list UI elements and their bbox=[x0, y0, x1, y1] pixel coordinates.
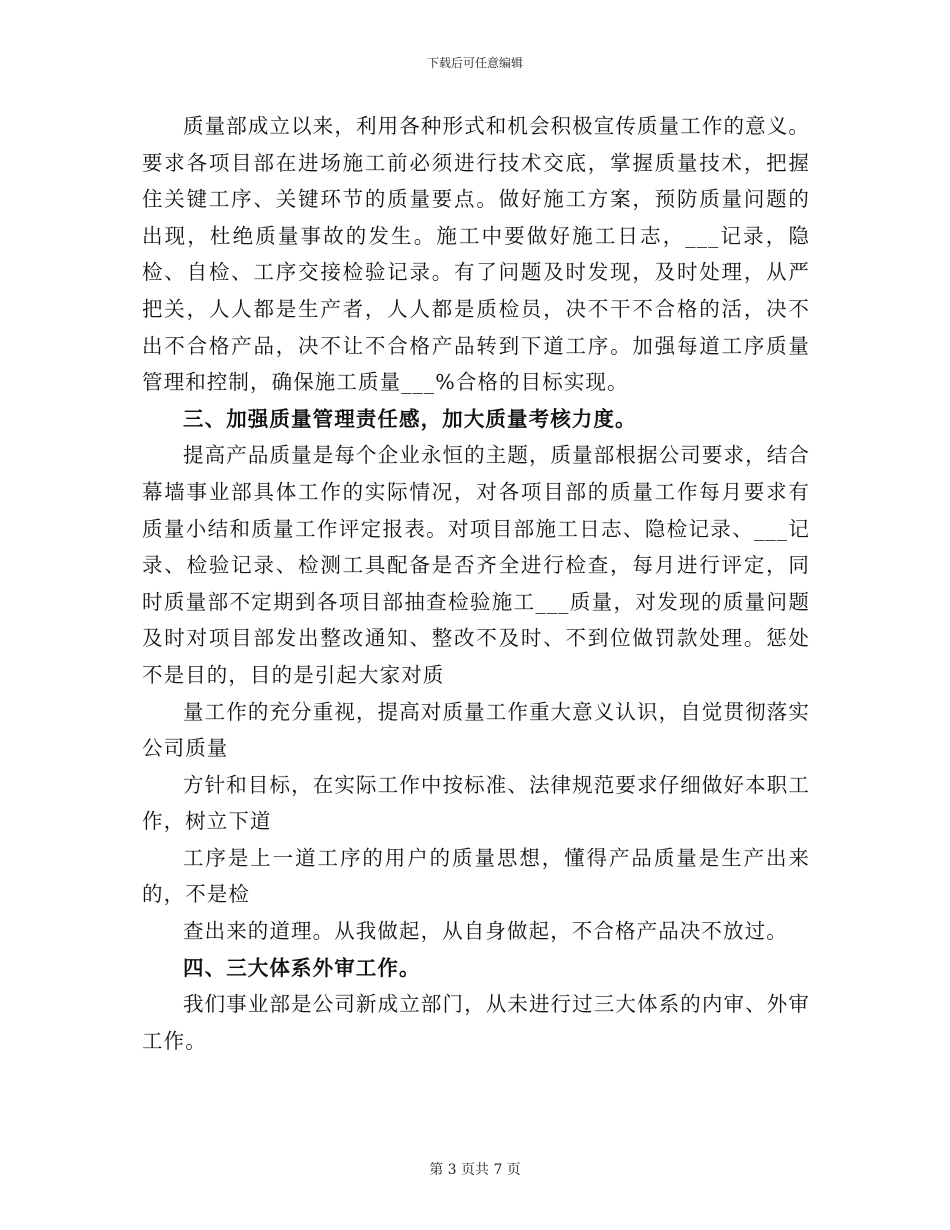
paragraph-fragment-4: 查出来的道理。从我做起，从自身做起，不合格产品决不放过。 bbox=[183, 919, 788, 944]
section-heading-4: 四、三大体系外审工作。 bbox=[183, 955, 421, 980]
paragraph-fragment-3: 工序是上一道工序的用户的质量思想，懂得产品质量是生产出来的，不是检 bbox=[142, 845, 810, 907]
paragraph-quality-publicity: 质量部成立以来，利用各种形式和机会积极宣传质量工作的意义。要求各项目部在进场施工前必须进行技术交底，掌握质量技术，把握住关键工序、关键环节的质量要点。做好施工方案，预防质量问题的出现，杜绝质量事故的发生。施工中要做好施工日志，___记录，隐检、自检、工序交接检验记录。有了问题及时发现，及时处理，从严把关，人人都是生产者，人人都是质检员，决不干不合格的活，决不出不合格产品，决不让不合格产品转到下道工序。加强每道工序质量管理和控制，确保施工质量___%合格的目标实现。 bbox=[142, 114, 810, 395]
document-body bbox=[142, 108, 810, 1059]
paragraph-audit-work: 我们事业部是公司新成立部门，从未进行过三大体系的内审、外审工作。 bbox=[142, 992, 810, 1053]
paragraph-fragment-2: 方针和目标，在实际工作中按标准、法律规范要求仔细做好本职工作，树立下道 bbox=[142, 772, 810, 834]
page-header: 下载后可任意编辑 bbox=[426, 56, 523, 70]
paragraph-quality-assessment: 提高产品质量是每个企业永恒的主题，质量部根据公司要求，结合幕墙事业部具体工作的实际情况，对各项目部的质量工作每月要求有质量小结和质量工作评定报表。对项目部施工日志、隐检记录、___记录、检验记录、检测工具配备是否齐全进行检查，每月进行评定，同时质量部不定期到各项目部抽查检验施工___质量，对发现的质量问题及时对项目部发出整改通知、整改不及时、不到位做罚款处理。惩处不是目的，目的是引起大家对质 bbox=[142, 443, 810, 687]
section-heading-3: 三、加强质量管理责任感，加大质量考核力度。 bbox=[183, 406, 637, 431]
paragraph-fragment-1: 量工作的充分重视，提高对质量工作重大意义认识，自觉贯彻落实公司质量 bbox=[142, 699, 810, 761]
page-footer: 第 3 页共 7 页 bbox=[429, 1162, 521, 1178]
